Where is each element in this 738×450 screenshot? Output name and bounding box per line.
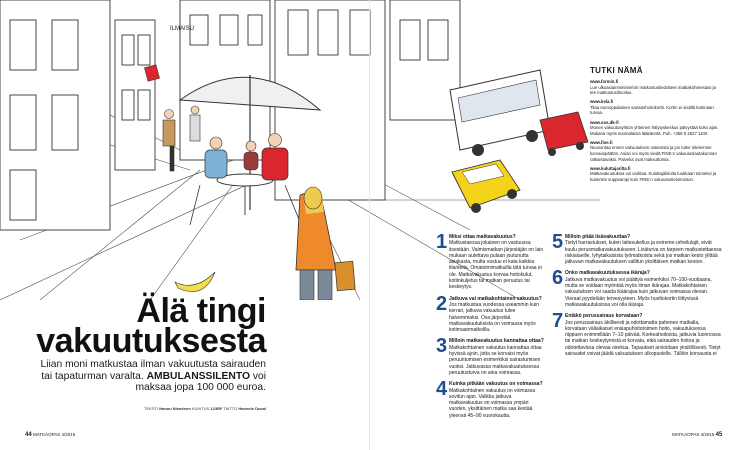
qa-question: Milloin pitää lisävakuuttaa? xyxy=(565,234,631,240)
qa-number: 7 xyxy=(552,310,564,333)
tutki-text: Tilaa eurooppalainen sairaanhoitokortti. Kortin ei sisällä kotimaan turvaa. xyxy=(590,104,714,116)
credit-author: Hannu Nieminen xyxy=(159,406,191,411)
tutki-text: Monen vakuutusyhtiön yhteinen hälytyskeskus päivystää koko ajan. Mukana myös suomalaisia lääkäreitä. Puh. +358 9 2527 1100. xyxy=(590,125,719,136)
footer-right xyxy=(672,432,722,438)
headline-line-1: Älä tingi xyxy=(136,292,266,330)
credit-label: TEKSTI xyxy=(144,406,159,411)
tutki-entry xyxy=(590,166,722,183)
qa-question: Miksi ottaa matkavakuutus? xyxy=(449,234,516,240)
credit-label: KUVITUS xyxy=(191,406,210,411)
bus xyxy=(450,70,550,156)
lead-part-1: Liian moni matkustaa ilman vakuutusta sairauden tai tapaturman varalta. xyxy=(40,359,266,382)
qa-number: 4 xyxy=(436,378,448,401)
footer-left xyxy=(25,432,75,438)
qa-number: 5 xyxy=(552,231,564,253)
tutki-title: TUTKI NÄMÄ xyxy=(590,66,643,75)
qa-question: Jatkuva vai matkakohtainen vakuutus? xyxy=(449,295,542,302)
qa-answer: Matkakohtainen vakuutus kannattaa ottaa hyvissä ajoin, jotta se korvaisi myös peruuntumisen esimerkiksi sairastumisen vuoksi. Jatkuvassa matkavakuutuksessa peruutusturva on aina voimassa. xyxy=(449,344,542,376)
red-car xyxy=(540,112,588,156)
qa-item xyxy=(552,231,722,266)
qa-column-right xyxy=(552,231,722,362)
sign-text: ILMAISU xyxy=(170,26,195,32)
tutki-url[interactable]: www.kuluttajarilta.fi xyxy=(590,165,631,171)
tutki-text: Neuvontaa ennen vakuutuksen ostamista ja jos tulee riitelemme korvauspäätös. Asian voi myös viedä FINE:n vakuutuslautakunnan ratkaistavaksi. Palvelut ovat maksuttomia. xyxy=(590,145,717,162)
tutki-url[interactable]: www.fine.fi xyxy=(590,139,613,145)
qa-item xyxy=(436,231,544,291)
tutki-entry xyxy=(590,99,722,116)
tutki-url[interactable]: www.formin.fi xyxy=(590,79,619,84)
credit-author: Hannele Duval xyxy=(238,406,266,411)
lead-emphasis: AMBULANSSILENTO xyxy=(146,370,250,382)
lead-paragraph xyxy=(30,359,266,394)
credit-author: 123RF xyxy=(210,406,223,411)
tutki-url[interactable]: www.kela.fi xyxy=(590,99,614,105)
page-number-left: 44 xyxy=(25,432,32,438)
banana-peel xyxy=(175,272,215,292)
qa-answer: Jos perussairaus äkillisesti ja odottamatta pahenee matkalla, korvataan väliaikaiset ensiapuhoitotoimen hoito, vakuutuksessa riippuen enimmillään 7–10 päivää. Korkeahoitoista, jatkuvia luonnossa tai matkan keskeytymistä ei korvata, eikä sairauden hoitoa ja odotettavissa olevaa oireitua. Tapaukset arvioidaan yksilöllisesti. Tietyt sairaudet voivat jäädä vakuutuksen ulkopuolelle. Tällöin korvausta ei xyxy=(565,319,721,358)
tutki-text: Matkavakuutuksia voi vaihtaa. Kuluttajaliitolta luokkaan toimeksi ja kuitenkin suppeampi kuin FINE:n vakuutustietoimiston. xyxy=(590,171,717,182)
qa-answer: Matkakohtainen vakuutus on voimassa sovitun ajan. Valikka jatkuva matkavakuutus on voimassa ympäri vuoden, yksittäinen matka saa kestää yleensä 45–90 vuorokautta. xyxy=(449,387,536,419)
tutki-entry xyxy=(590,140,722,162)
footer-magazine-right: MATKAOPAS 4/2015 xyxy=(672,432,715,437)
qa-question: Kuinka pitkään vakuutus on voimassa? xyxy=(449,381,543,388)
tutki-text: Lue ulkoasiainministeriön matkustustiedotteet matkakohteestasi ja tee matkustusilmoitus. xyxy=(590,84,716,96)
lead-part-2: voi maksaa jopa 100 000 euroa. xyxy=(135,370,266,394)
footer-magazine-left: MATKAOPAS 4/2015 xyxy=(32,432,76,437)
qa-answer: Jos matkustaa vuodessa useammin kuin kerran, jatkuva vakuutus tulee halvemmaksi. Osa järjestää matkavakuutuksista on voimassa myös kotimaanmatkoilla. xyxy=(449,301,540,334)
qa-item xyxy=(552,267,722,308)
left-building xyxy=(0,0,155,230)
qa-number: 2 xyxy=(436,292,448,315)
walking-woman xyxy=(296,187,355,300)
article-headline xyxy=(16,292,266,360)
page-number-right: 45 xyxy=(715,432,723,438)
qa-item xyxy=(436,292,544,334)
yellow-car xyxy=(452,160,520,213)
qa-answer: Matkustaessa jokainen on vastuussa itsestään. Valmismatkan järjestäjän on lain mukaan autettava pulaan joutunutta asiakasta, mutta vastuu ei kata kaikkia tilanteita. Omatoimimatkuilla tätä turvaa ei ole. Matkavakuutus korvaa hoitokulut, kotiinkuljetus tai matkan peruutus tai keskeytys. xyxy=(449,240,544,291)
qa-question: Milloin matkavakuutus kannattaa ottaa? xyxy=(449,338,544,345)
qa-number: 6 xyxy=(552,267,564,290)
page-gutter xyxy=(369,0,370,450)
tutki-sidebar xyxy=(590,66,722,186)
tutki-entry xyxy=(590,120,722,137)
headline-line-2: vakuutuksesta xyxy=(36,322,266,360)
credit-label: TAITTO xyxy=(223,406,238,411)
credits xyxy=(60,406,266,411)
qa-item xyxy=(552,310,722,358)
qa-answer: Tietyt harrastukset, kuten laitesukellus ja extreme-urheilulajit, eivät kuulu perusmatkavakuutukseen. Lisäturva on tarpeen matkustettaessa riskialueille, lyhytaikaisista työmatkoista sekä jos matkan kesto ylittää jatkuvan matkavakuutuksen sallitun yksittäisen matkan keston. xyxy=(565,240,722,266)
qa-answer: Jatkuva matkavakuutus voi päättyä esimerkiksi 70–100-vuotiaana, mutta se voidaan myöntää myös ilman ikärajaa. Matkakohtaisen vakuutuksen voi saada ikäärajaa kuin jatkuvan voimassa olevan. Vieraat pyydetään tervesyyteen. Myös huoltokortin liittyvissä matkavakuutuksissa voi olla ikäraja. xyxy=(565,276,712,308)
qa-item xyxy=(436,335,544,376)
tutki-url[interactable]: www.sos.dk-fi xyxy=(590,119,619,125)
tutki-entry xyxy=(590,79,722,96)
qa-question: Entäkö perussairaus korvataan? xyxy=(565,313,643,320)
qa-question: Onko matkavakuutuksessa ikäraja? xyxy=(565,270,650,277)
qa-number: 3 xyxy=(436,335,448,358)
qa-item xyxy=(436,378,544,419)
qa-column-left xyxy=(436,231,544,424)
qa-number: 1 xyxy=(436,231,448,253)
